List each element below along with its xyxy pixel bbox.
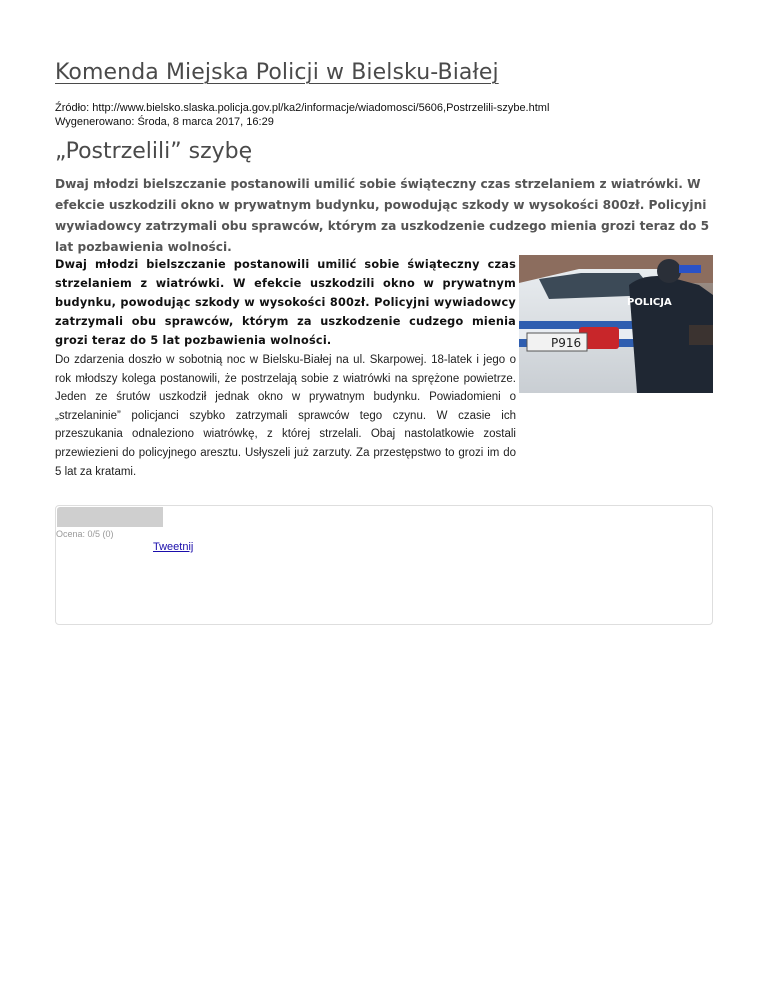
article-body-lead: Dwaj młodzi bielszczanie postanowili umilić sobie świąteczny czas strzelaniem z wiatrówki. W efekcie uszkodzili okno w prywatnym budynku, powodując szkody w wysokości 800zł. Policyjni wywiadowcy zatrzymali obu sprawców, którym za uszkodzenie cudzego mienia grozi teraz do 5 lat pozbawienia wolności. bbox=[55, 258, 516, 347]
article-photo bbox=[519, 255, 713, 393]
source-line: Źródło: http://www.bielsko.slaska.policja.gov.pl/ka2/informacje/wiadomosci/5606,Postrzelili-szybe.html bbox=[55, 102, 550, 114]
article-body-text: Do zdarzenia doszło w sobotnią noc w Bielsku-Białej na ul. Skarpowej. 18-latek i jego o rok młodszy kolega postanowili, że postrzelają sobie z wiatrówki na sprężone powietrze. Jeden ze śrutów uszkodził jednak okno w prywatnym budynku. Powiadomieni o „strzelaninie” policjanci szybko zatrzymali sprawców tego czynu. W czasie ich przeszukania odnaleziono wiatrówkę, z której strzelali. Obaj nastolatkowie zostali przewiezieni do policyjnego aresztu. Usłyszeli już zarzuty. Za przestępstwo to grozi im do 5 lat za kratami. bbox=[55, 354, 516, 478]
rating-label: Ocena: 0/5 (0) bbox=[56, 529, 114, 539]
tweet-link[interactable]: Tweetnij bbox=[153, 541, 194, 553]
document-meta bbox=[55, 101, 549, 129]
plate-text: P916 bbox=[551, 336, 582, 350]
article-lead: Dwaj młodzi bielszczanie postanowili umilić sobie świąteczny czas strzelaniem z wiatrówki. W efekcie uszkodzili okno w prywatnym budynku, powodując szkody w wysokości 800zł. Policyjni wywiadowcy zatrzymali obu sprawców, którym za uszkodzenie cudzego mienia grozi teraz do 5 lat pozbawienia wolności. bbox=[55, 177, 710, 254]
police-car-photo-icon bbox=[519, 255, 713, 393]
vest-text: POLICJA bbox=[627, 297, 672, 308]
rating-box bbox=[55, 505, 713, 625]
article-title: „Postrzelili” szybę bbox=[55, 139, 253, 164]
rating-stars[interactable] bbox=[57, 507, 163, 527]
generated-line: Wygenerowano: Środa, 8 marca 2017, 16:29 bbox=[55, 116, 274, 128]
site-title[interactable]: Komenda Miejska Policji w Bielsku-Białej bbox=[55, 60, 499, 85]
